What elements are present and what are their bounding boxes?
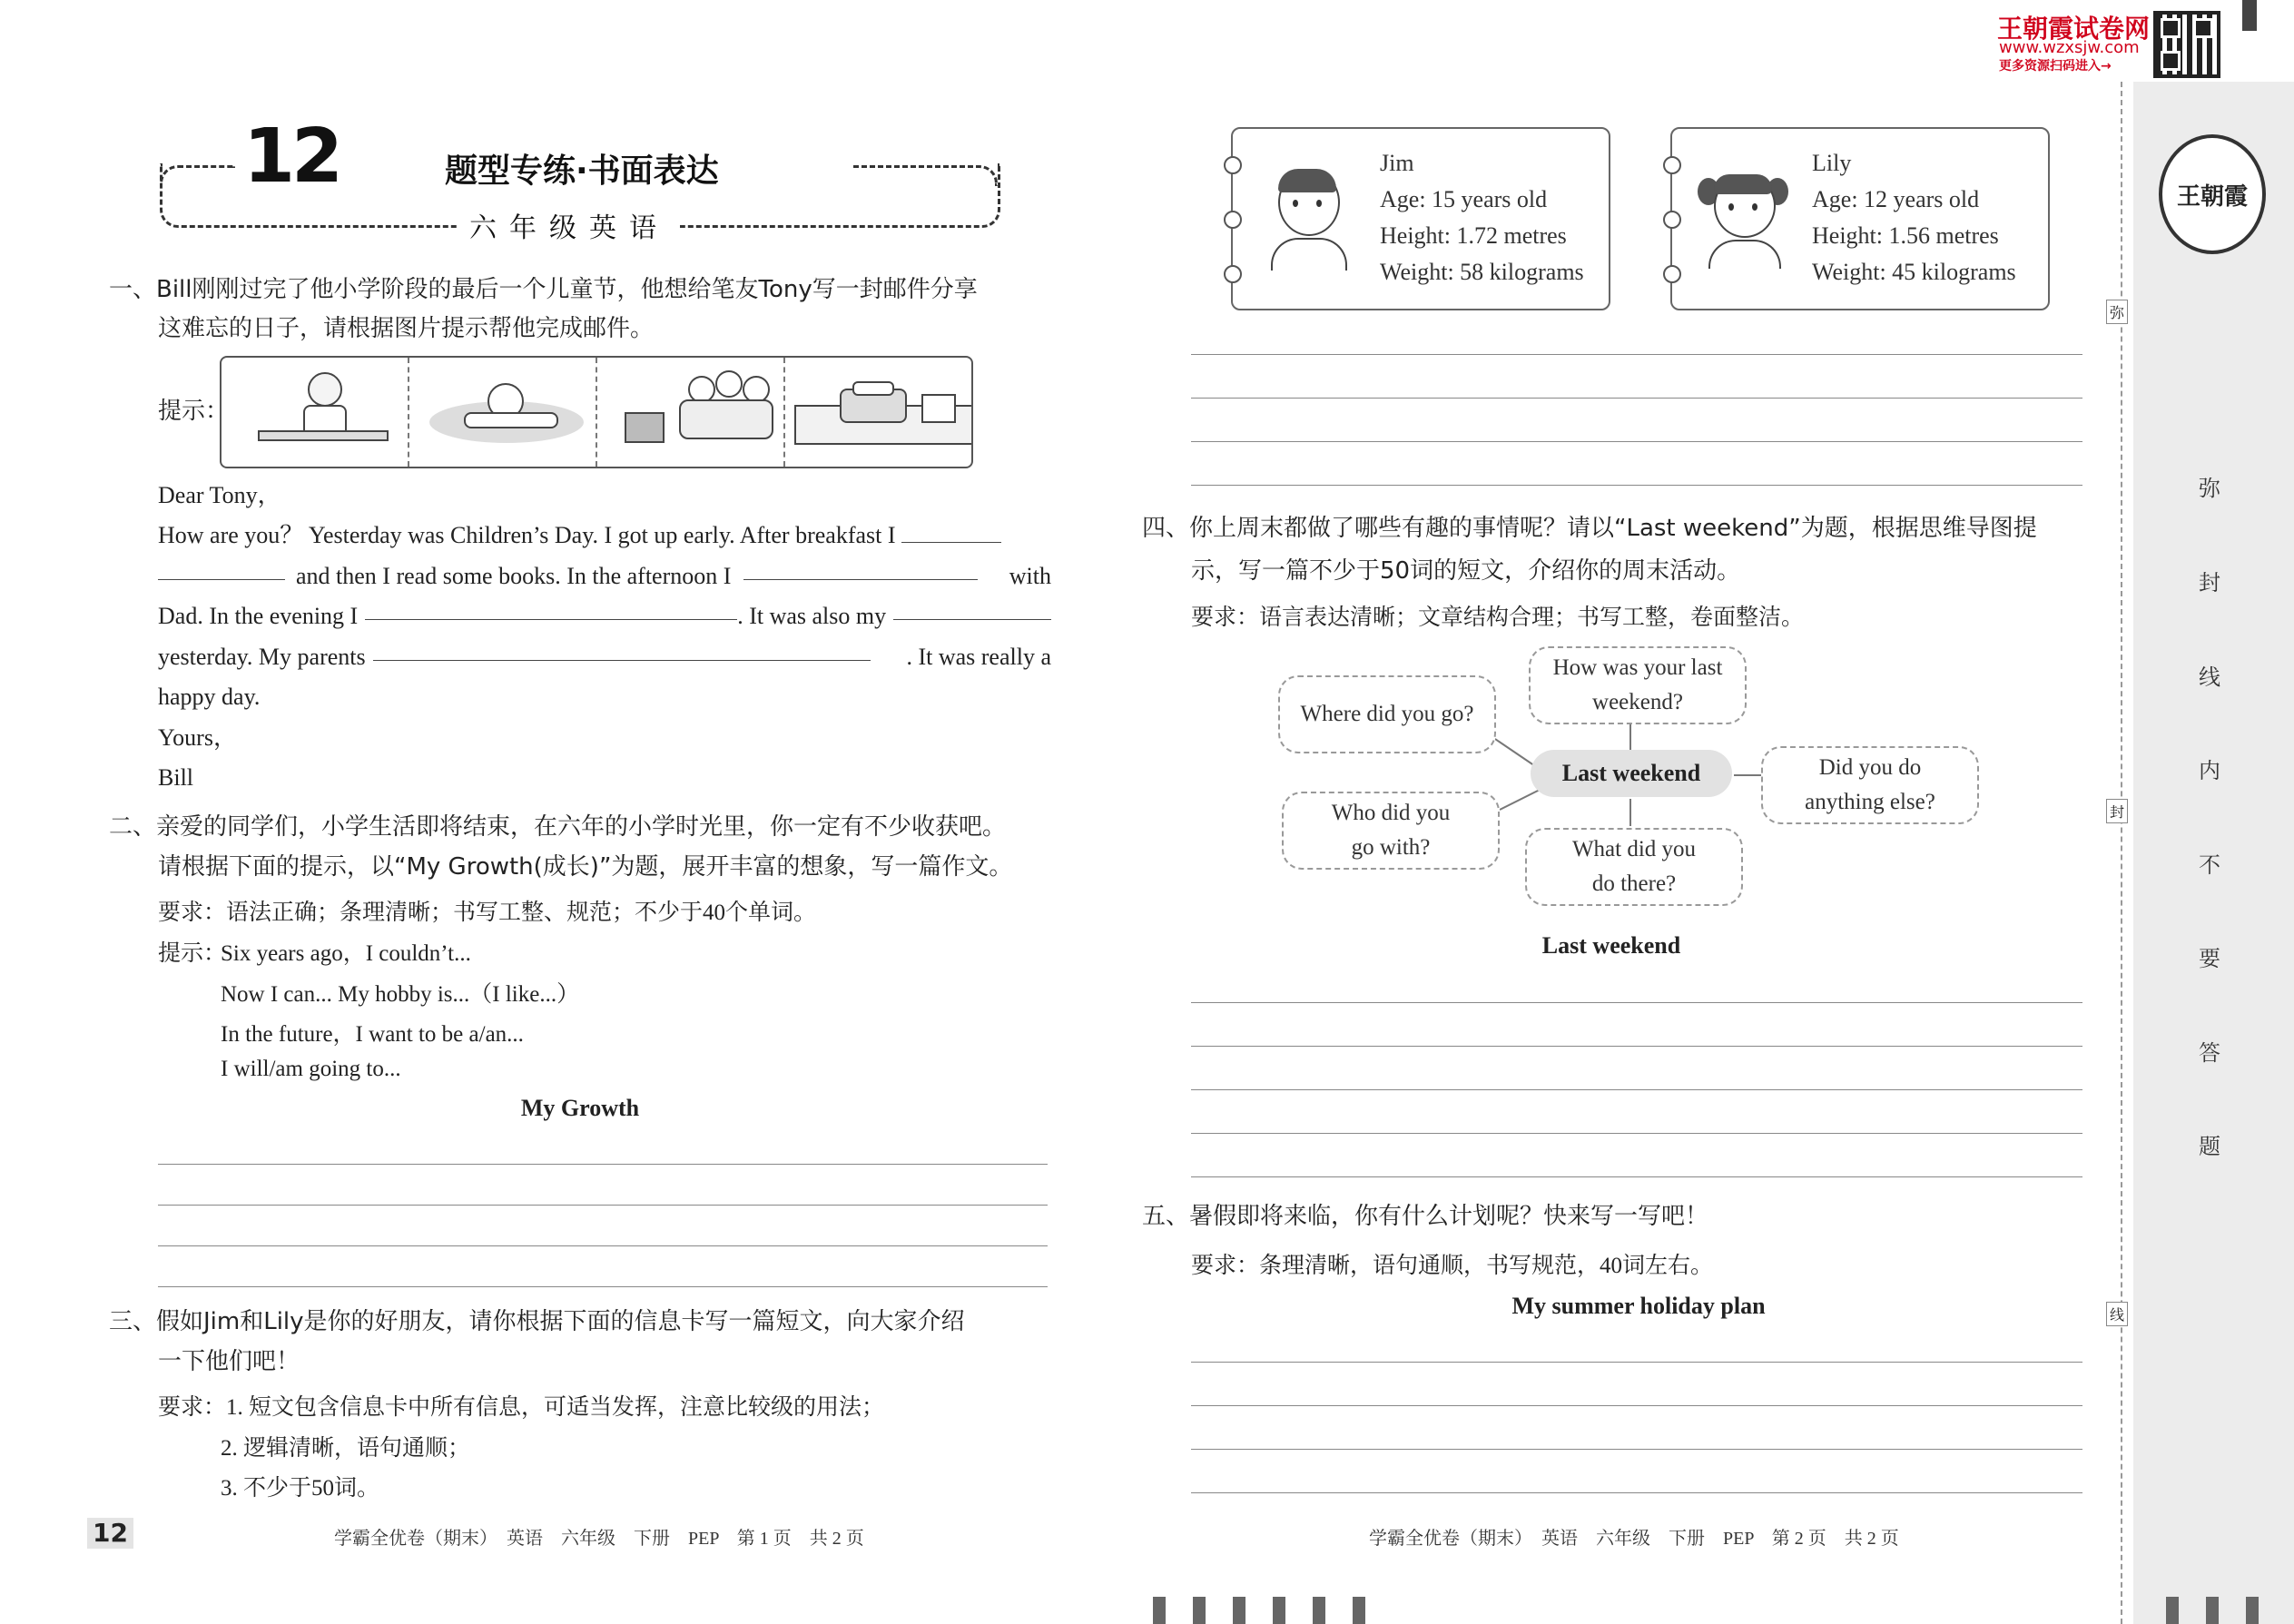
- q5-essay-title: My summer holiday plan: [1511, 1293, 1766, 1319]
- edge-mark: [1193, 1597, 1206, 1624]
- q2-writing-line-3[interactable]: [158, 1245, 1048, 1246]
- binding-mark-1: 弥: [2106, 300, 2128, 324]
- brand-name: 王朝霞试卷网: [1997, 14, 2151, 44]
- q4-writing-line-5[interactable]: [1191, 1176, 2082, 1177]
- q2-writing-line-4[interactable]: [158, 1286, 1048, 1287]
- q2-essay-title: My Growth: [520, 1095, 640, 1121]
- jim-avatar: [1265, 169, 1349, 269]
- binding-mark-3: 线: [2106, 1302, 2128, 1326]
- q1-line-3: Dad. In the evening I . It was also my: [158, 595, 1051, 636]
- binding-char-5: 不: [2199, 852, 2220, 878]
- edge-mark: [2206, 1597, 2219, 1624]
- info-card-jim: [1231, 127, 1610, 310]
- hint-picture-swimming: [409, 358, 597, 467]
- q2-prompt-line1: 二、亲爱的同学们，小学生活即将结束，在六年的小学时光里，你一定有不少收获吧。: [109, 813, 1007, 841]
- footer-right: 学霸全优卷（期末） 英语 六年级 下册 PEP 第 2 页 共 2 页: [1369, 1529, 1899, 1549]
- q1-greeting: Dear Tony，: [158, 482, 281, 508]
- q2-hint-4: I will/am going to...: [221, 1057, 401, 1081]
- q2-writing-line-1[interactable]: [158, 1164, 1048, 1165]
- q3-writing-line-1[interactable]: [1191, 354, 2082, 355]
- jim-weight: Weight: 58 kilograms: [1380, 259, 1584, 285]
- q4-prompt-line1: 四、你上周末都做了哪些有趣的事情呢？请以“Last weekend”为题，根据思维导图提: [1142, 515, 2037, 542]
- q2-hint-3: In the future，I want to be a/an...: [221, 1022, 524, 1047]
- hint-picture-reading: [222, 358, 409, 467]
- header-title: 题型专练·书面表达: [438, 145, 726, 192]
- edge-mark: [1153, 1597, 1166, 1624]
- q1-hint-picture-strip: [220, 356, 973, 468]
- q2-hint-1: Six years ago，I couldn’t...: [221, 941, 471, 966]
- mind-map-bottom-left: Who did you go with?: [1282, 792, 1500, 870]
- hint-picture-birthday-cake: [785, 358, 971, 467]
- mind-map-right: Did you do anything else?: [1761, 746, 1979, 824]
- binding-char-3: 线: [2199, 664, 2220, 690]
- binding-char-6: 要: [2199, 946, 2220, 971]
- q4-writing-line-4[interactable]: [1191, 1133, 2082, 1134]
- q1-line-2: and then I read some books. In the afternoon I with: [158, 556, 1051, 596]
- jim-height: Height: 1.72 metres: [1380, 222, 1567, 249]
- q1-line-1: How are you？ Yesterday was Children’s Day. I got up early. After breakfast I: [158, 515, 1051, 556]
- lily-height: Height: 1.56 metres: [1812, 222, 1999, 249]
- header-number: 12: [238, 116, 345, 198]
- q5-prompt: 五、暑假即将来临，你有什么计划呢？快来写一写吧！: [1142, 1203, 1709, 1230]
- binding-char-4: 内: [2199, 758, 2220, 783]
- qr-code-icon: [2153, 11, 2220, 78]
- q5-requirement: 要求：条理清晰，语句通顺，书写规范，40词左右。: [1191, 1254, 1714, 1278]
- binder-ring: [1663, 211, 1681, 229]
- binder-ring: [1663, 265, 1681, 283]
- q3-writing-line-2[interactable]: [1191, 398, 2082, 399]
- header-frame-top-left: [160, 165, 235, 186]
- mind-map-center: Last weekend: [1531, 750, 1732, 797]
- binding-char-2: 封: [2199, 570, 2220, 595]
- q2-requirement: 要求：语法正确；条理清晰；书写工整、规范；不少于40个单词。: [158, 901, 817, 925]
- q1-line-5: happy day.: [158, 684, 261, 710]
- edge-mark-top: [2242, 0, 2257, 31]
- q4-essay-title: Last weekend: [1541, 932, 1681, 959]
- edge-mark: [2166, 1597, 2179, 1624]
- mind-map-bottom: What did you do there?: [1525, 828, 1743, 906]
- q2-writing-line-2[interactable]: [158, 1205, 1048, 1206]
- binding-char-8: 题: [2199, 1134, 2220, 1159]
- edge-mark: [1233, 1597, 1245, 1624]
- q3-writing-line-4[interactable]: [1191, 485, 2082, 486]
- blank-2[interactable]: [743, 556, 978, 580]
- lily-avatar: [1698, 171, 1788, 271]
- page-number-badge: 12: [87, 1518, 133, 1549]
- header-frame-top-right: [853, 165, 998, 186]
- q3-writing-line-3[interactable]: [1191, 441, 2082, 442]
- q3-prompt-line1: 三、假如Jim和Lily是你的好朋友，请你根据下面的信息卡写一篇短文，向大家介绍: [109, 1308, 965, 1335]
- lily-age: Age: 12 years old: [1812, 186, 1980, 212]
- blank-3[interactable]: [365, 595, 737, 620]
- q4-writing-line-1[interactable]: [1191, 1002, 2082, 1003]
- edge-mark: [1273, 1597, 1285, 1624]
- binding-char-7: 答: [2199, 1040, 2220, 1066]
- q3-requirement-3: 3. 不少于50词。: [221, 1476, 380, 1501]
- blank-1a[interactable]: [901, 518, 1001, 543]
- binder-ring: [1224, 211, 1242, 229]
- blank-4a[interactable]: [893, 595, 1051, 620]
- q1-hint-label: 提示：: [158, 398, 230, 424]
- q2-hint-label: 提示：: [158, 941, 227, 966]
- brand-slogan: 更多资源扫码进入→: [1999, 59, 2112, 74]
- binder-ring: [1663, 156, 1681, 174]
- mind-map-top: How was your last weekend?: [1529, 646, 1747, 724]
- q4-prompt-line2: 示，写一篇不少于50词的短文，介绍你的周末活动。: [1191, 557, 1741, 585]
- edge-mark: [2246, 1597, 2259, 1624]
- header-subtitle: 六年级英语: [458, 205, 680, 245]
- q3-requirement-2: 2. 逻辑清晰，语句通顺；: [221, 1436, 471, 1461]
- q3-prompt-line2: 一下他们吧！: [158, 1348, 300, 1375]
- binding-mark-2: 封: [2106, 799, 2128, 823]
- brand-url: www.wzxsjw.com: [1999, 38, 2140, 57]
- footer-left: 学霸全优卷（期末） 英语 六年级 下册 PEP 第 1 页 共 2 页: [334, 1529, 864, 1549]
- blank-1b[interactable]: [158, 556, 285, 580]
- binder-ring: [1224, 265, 1242, 283]
- mind-map-left: Where did you go?: [1278, 675, 1496, 753]
- brand-seal-logo: 王朝霞: [2159, 134, 2266, 254]
- binder-ring: [1224, 156, 1242, 174]
- q2-prompt-line2: 请根据下面的提示，以“My Growth(成长)”为题，展开丰富的想象，写一篇作文。: [158, 853, 1013, 881]
- q4-writing-line-2[interactable]: [1191, 1046, 2082, 1047]
- q5-writing-line-2[interactable]: [1191, 1405, 2082, 1406]
- q1-prompt-line2: 这难忘的日子，请根据图片提示帮他完成邮件。: [158, 315, 655, 342]
- edge-mark: [1313, 1597, 1325, 1624]
- binding-char-1: 弥: [2199, 476, 2220, 501]
- blank-5[interactable]: [373, 636, 871, 661]
- q2-hint-2: Now I can... My hobby is...（I like...）: [221, 982, 580, 1007]
- q1-closing: Yours，: [158, 724, 237, 751]
- q3-requirement-1: 要求：1. 短文包含信息卡中所有信息，可适当发挥，注意比较级的用法；: [158, 1395, 885, 1420]
- q4-writing-line-3[interactable]: [1191, 1089, 2082, 1090]
- q1-prompt-line1: 一、Bill刚刚过完了他小学阶段的最后一个儿童节，他想给笔友Tony写一封邮件分享: [109, 276, 978, 303]
- info-card-lily: [1670, 127, 2050, 310]
- q4-requirement: 要求：语言表达清晰；文章结构合理；书写工整，卷面整洁。: [1191, 605, 1805, 630]
- hint-picture-family-tv: [597, 358, 785, 467]
- jim-age: Age: 15 years old: [1380, 186, 1548, 212]
- q5-writing-line-4[interactable]: [1191, 1492, 2082, 1493]
- q1-signature: Bill: [158, 764, 194, 791]
- lily-weight: Weight: 45 kilograms: [1812, 259, 2016, 285]
- q5-writing-line-3[interactable]: [1191, 1449, 2082, 1450]
- lily-name: Lily: [1812, 150, 1852, 176]
- q1-line-4: yesterday. My parents . It was really a: [158, 636, 1051, 677]
- edge-mark: [1353, 1597, 1365, 1624]
- q5-writing-line-1[interactable]: [1191, 1362, 2082, 1363]
- jim-name: Jim: [1380, 150, 1414, 176]
